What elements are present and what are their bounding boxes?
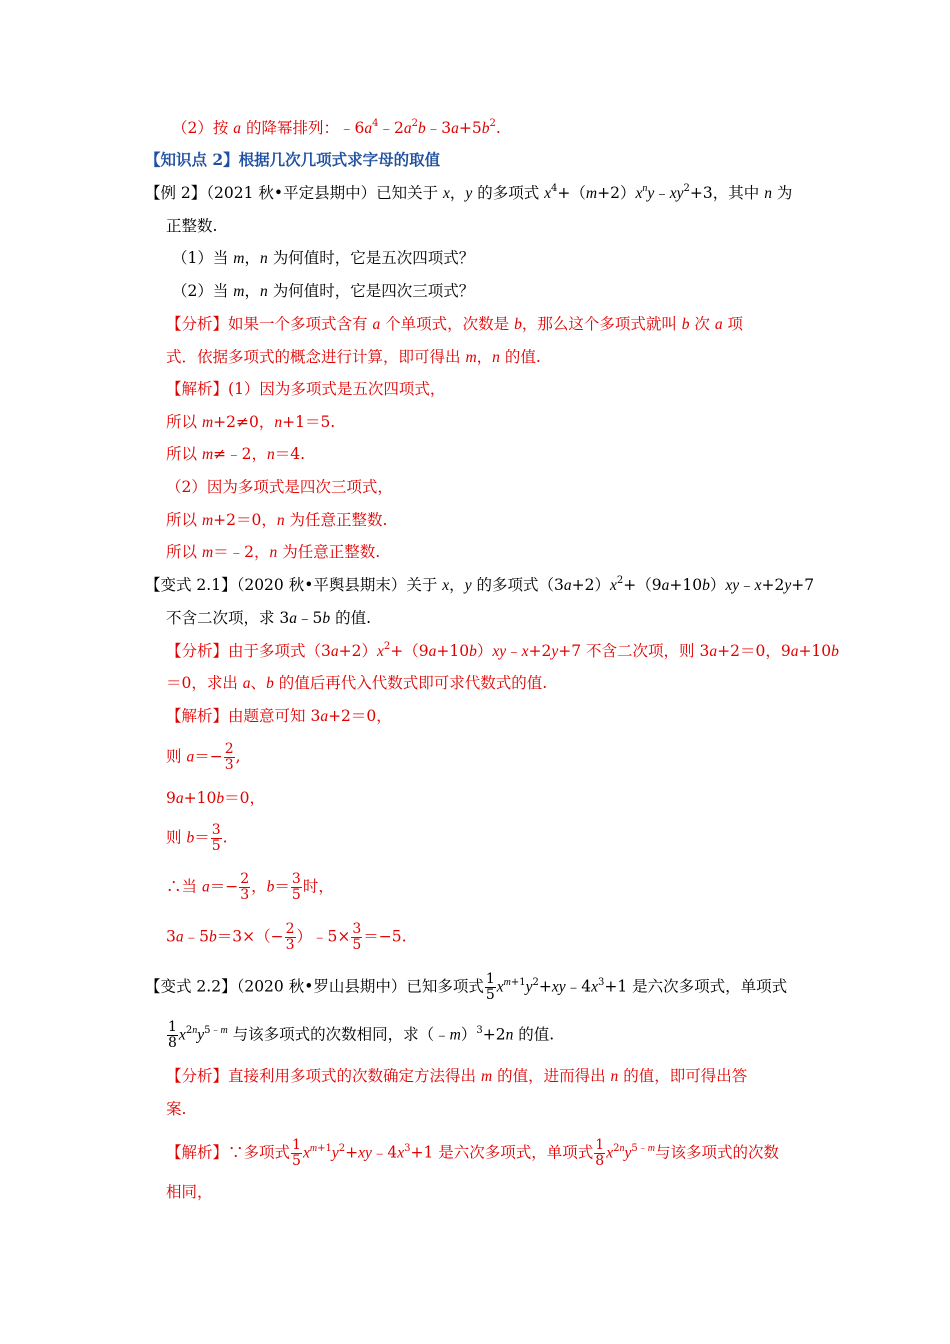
variant-2-1-cont: 不含二次项，求 3a﹣5b 的值. — [166, 609, 372, 627]
step-5: 所以 m＝﹣2，n 为任意正整数. — [166, 543, 381, 561]
analysis-1-cont: 式．依据多项式的概念进行计算，即可得出 m，n 的值. — [166, 348, 541, 366]
step-2: 所以 m≠﹣2，n＝4. — [166, 445, 306, 463]
step-4: 所以 m+2＝0，n 为任意正整数. — [166, 511, 388, 529]
step-1: 所以 m+2≠0，n+1＝5. — [166, 413, 336, 431]
fraction-two-thirds: $\frac{2}{3}$ — [224, 741, 234, 773]
analysis-3: 【分析】直接利用多项式的次数确定方法得出 m 的值，进而得出 n 的值，即可得出答 — [166, 1067, 748, 1085]
calculation-line: 3a﹣5b＝3×（− $\frac{2}{3}$ ）﹣5× $\frac{3}{5}$ ＝−5. — [166, 921, 407, 953]
analysis-2-cont: ＝0，求出 a、b 的值后再代入代数式即可求代数式的值. — [166, 674, 548, 692]
fraction-three-fifths: $\frac{3}{5}$ — [211, 822, 221, 854]
solution-3: 【解析】∵多项式 $\frac{1}{5}$ $x^{m+1}y^2+xy﹣4x^3+1$ 是六次多项式，单项式 $\frac{1}{8}$ $x^{2n}y^{5﹣m}$与该多项式的次数 — [166, 1137, 779, 1169]
example-2-label: 【例 2】 — [145, 184, 207, 202]
example-2-cont: 正整数. — [166, 217, 218, 235]
question-1: （1）当 m，n 为何值时，它是五次四项式？ — [172, 249, 475, 267]
solution-3-cont: 相同， — [166, 1183, 213, 1201]
when-line: ∴当 a＝− $\frac{2}{3}$ ，b＝ $\frac{3}{5}$ 时， — [166, 871, 334, 903]
equation-9a10b: 9a+10b＝0， — [166, 789, 265, 807]
solution-1: 【解析】(1）因为多项式是五次四项式， — [166, 380, 446, 398]
ordering-line: （2）按 a 的降幂排列：$﹣6a^4﹣2a^2b﹣3a+5b^2$. — [172, 118, 501, 137]
variant-2-1-line: 【变式 2.1】（2020 秋•平舆县期末）关于 x，y 的多项式$(3a+2)x^2+(9a+10b)xy﹣x+2y+7$ — [145, 575, 815, 594]
example-2-line: 【例 2】（2021 秋•平定县期中）已知关于 x，y 的多项式 $x^4+(m+2)x^ny﹣xy^2+3$，其中 n 为 — [145, 183, 793, 202]
step-3: （2）因为多项式是四次三项式， — [166, 478, 393, 496]
analysis-2: 【分析】由于多项式$(3a+2)x^2+(9a+10b)xy﹣x+2y+7$ 不含二次项，则 3a+2＝0，9a+10b — [166, 641, 839, 660]
variant-2-2-line: 【变式 2.2】（2020 秋•罗山县期中）已知多项式 $\frac{1}{5}$ $x^{m+1}y^2+xy﹣4x^3+1$ 是六次多项式，单项式 — [145, 971, 788, 1003]
analysis-3-cont: 案. — [166, 1100, 187, 1118]
a-value-line: 则 a＝− $\frac{2}{3}$ , — [166, 741, 241, 773]
analysis-1: 【分析】如果一个多项式含有 a 个单项式，次数是 b，那么这个多项式就叫 b 次 a 项 — [166, 315, 744, 333]
solution-2: 【解析】由题意可知 3a+2＝0， — [166, 707, 392, 725]
variant-2-2-cont: $\frac{1}{8}$ $x^{2n}y^{5﹣m}$ 与该多项式的次数相同，求（﹣m）$^3$+2n 的值. — [168, 1019, 555, 1051]
b-value-line: 则 b＝ $\frac{3}{5}$ . — [166, 822, 228, 854]
question-2: （2）当 m，n 为何值时，它是四次三项式？ — [172, 282, 475, 300]
knowledge-point-heading: 【知识点 2】根据几次几项式求字母的取值 — [145, 150, 441, 169]
